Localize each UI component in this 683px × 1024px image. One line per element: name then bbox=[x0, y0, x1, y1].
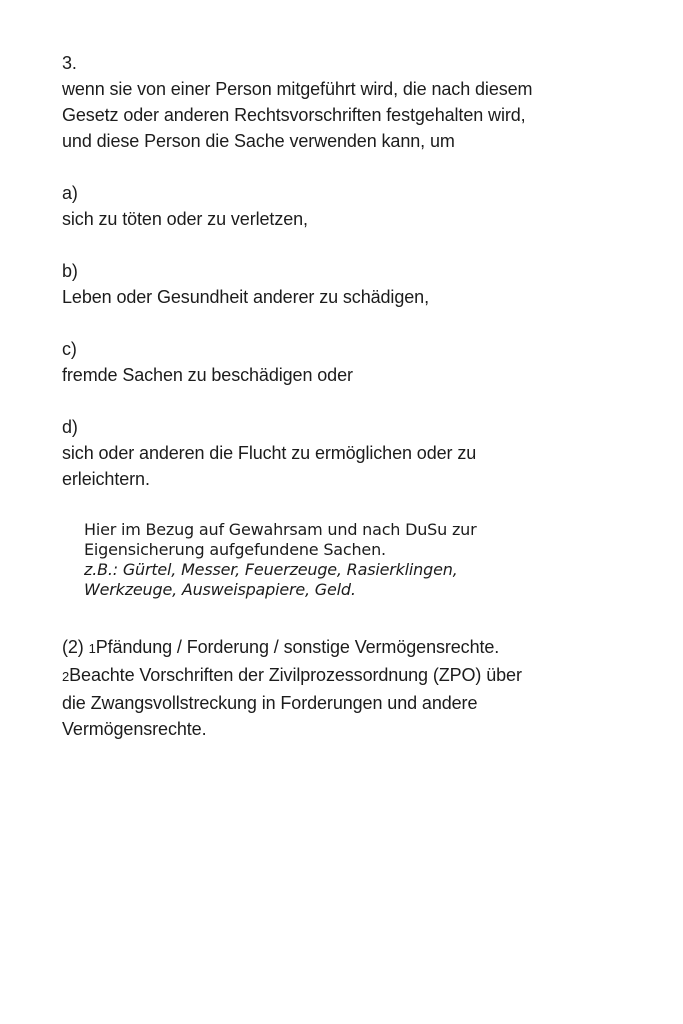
subitem-text-line: fremde Sachen zu beschädigen oder bbox=[62, 365, 353, 385]
subitem-d bbox=[62, 414, 662, 492]
item-3 bbox=[62, 50, 662, 154]
subitem-c bbox=[62, 336, 662, 388]
paragraph-2-line-1 bbox=[62, 634, 662, 662]
sentence-number: 1 bbox=[88, 641, 96, 656]
paragraph-number: (2) bbox=[62, 637, 84, 657]
subitem-a bbox=[62, 180, 662, 232]
item-text-line: Gesetz oder anderen Rechtsvorschriften festgehalten wird, bbox=[62, 105, 526, 125]
annotation-note bbox=[84, 520, 662, 600]
sentence-number: 2 bbox=[62, 669, 70, 684]
item-text-line: wenn sie von einer Person mitgeführt wird, die nach diesem bbox=[62, 79, 533, 99]
item-marker: 3. bbox=[62, 53, 77, 73]
subitem-marker: d) bbox=[62, 417, 78, 437]
subitem-marker: b) bbox=[62, 261, 78, 281]
paragraph-2-line-2 bbox=[62, 662, 662, 690]
sentence-text: Pfändung / Forderung / sonstige Vermögensrechte. bbox=[95, 637, 500, 657]
subitem-marker: c) bbox=[62, 339, 77, 359]
subitem-text-line: sich oder anderen die Flucht zu ermöglichen oder zu bbox=[62, 443, 477, 463]
subitem-marker: a) bbox=[62, 183, 78, 203]
note-example-line: Werkzeuge, Ausweispapiere, Geld. bbox=[84, 580, 356, 599]
document-page bbox=[62, 50, 662, 742]
paragraph-text-line: Vermögensrechte. bbox=[62, 719, 207, 739]
item-text-line: und diese Person die Sache verwenden kann, um bbox=[62, 131, 455, 151]
subitem-text-line: Leben oder Gesundheit anderer zu schädigen, bbox=[62, 287, 429, 307]
note-example-line: z.B.: Gürtel, Messer, Feuerzeuge, Rasierklingen, bbox=[84, 560, 458, 579]
paragraph-text-line: die Zwangsvollstreckung in Forderungen und andere bbox=[62, 693, 478, 713]
subitem-text-line: sich zu töten oder zu verletzen, bbox=[62, 209, 308, 229]
note-line: Hier im Bezug auf Gewahrsam und nach DuSu zur bbox=[84, 520, 477, 539]
subitem-text-line: erleichtern. bbox=[62, 469, 150, 489]
sentence-text: Beachte Vorschriften der Zivilprozessordnung (ZPO) über bbox=[69, 665, 522, 685]
paragraph-2 bbox=[62, 634, 662, 742]
subitem-b bbox=[62, 258, 662, 310]
note-line: Eigensicherung aufgefundene Sachen. bbox=[84, 540, 386, 559]
